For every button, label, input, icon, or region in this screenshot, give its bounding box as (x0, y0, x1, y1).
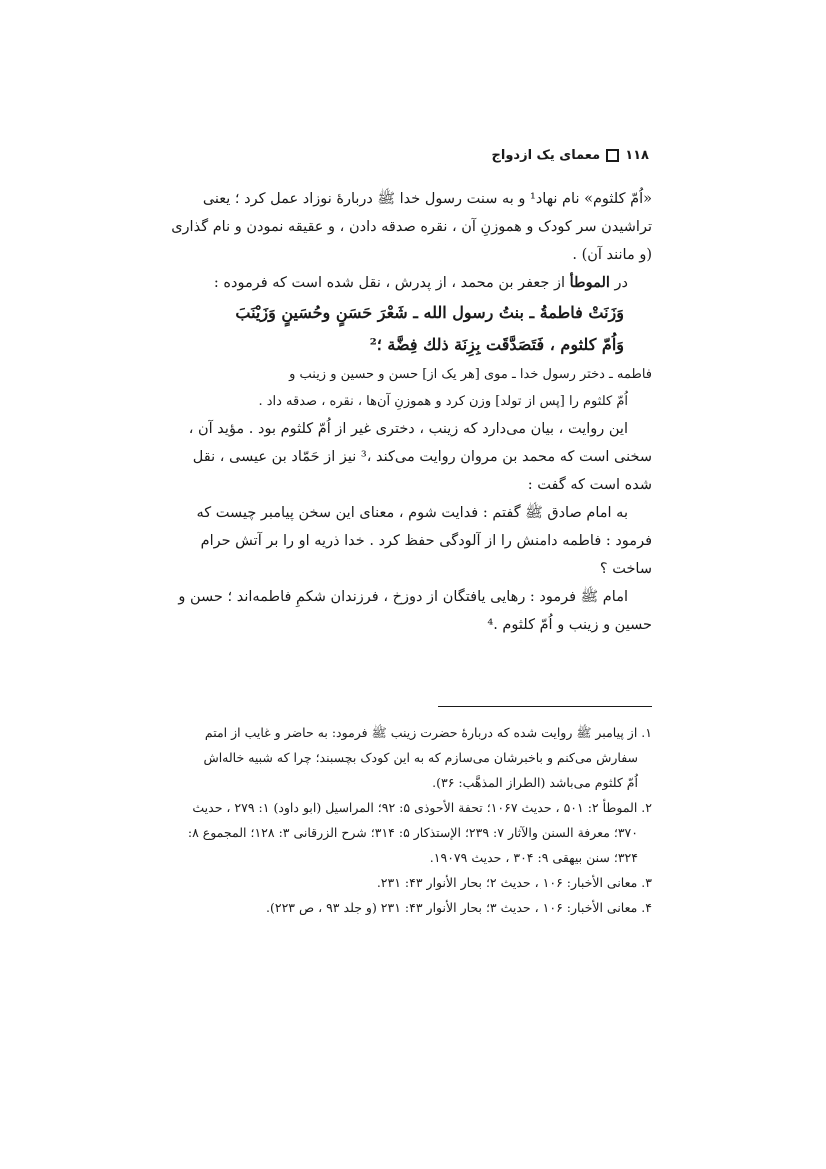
text-line: حسین و زینب و اُمّ کلثوم .⁴ (487, 617, 652, 633)
arabic-hadith (158, 297, 652, 361)
footnote-4: ۴. معانی الأخبار: ۱۰۶ ، حدیث ۳؛ بحار الأنوار ۴۳: ۲۳۱ (و جلد ۹۳ ، ص ۲۲۳). (266, 900, 652, 915)
footnote-2 (158, 795, 652, 870)
text-line: امام ﷺ فرمود : رهایی یافتگان از دوزخ ، فرزندان شکمِ فاطمه‌اند ؛ حسن و (178, 589, 628, 605)
square-ornament-icon (606, 149, 619, 162)
paragraph-4 (158, 499, 652, 583)
running-header (492, 148, 649, 163)
text-line: شده است که گفت : (527, 477, 652, 493)
footnote-line: اُمّ کلثوم می‌باشد (الطراز المذهَّب: ۳۶). (432, 775, 638, 790)
footnote-line: سفارش می‌کنم و باخبرشان می‌سازم که به این کودک بچسبند؛ چرا که شبیه خاله‌اش (203, 750, 638, 765)
footnote-line: ۲. الموطأ ۲: ۵۰۱ ، حدیث ۱۰۶۷؛ تحفة الأحوذی ۵: ۹۲؛ المراسیل (ابو داود) ۱: ۲۷۹ ، حدیث (192, 800, 652, 815)
footnote-line: ۱. از پیامبر ﷺ روایت شده که دربارهٔ حضرت زینب ﷺ فرمود: به حاضر و غایب از امتم (204, 725, 652, 740)
source-title: الموطأ (569, 274, 610, 291)
footnote-1 (158, 720, 652, 795)
footnote-line: ۳۷۰؛ معرفة السنن والآثار ۷: ۲۳۹؛ الإستذکار ۵: ۳۱۴؛ شرح الزرقانی ۳: ۱۲۸؛ المجموع ۸: (187, 825, 638, 840)
paragraph-2 (158, 269, 652, 297)
text-line: به امام صادق ﷺ گفتم : فدایت شوم ، معنای این سخن پیامبر چیست که (196, 505, 628, 521)
chapter-title: معمای یک ازدواج (491, 148, 601, 163)
text-line: تراشیدن سر کودک و هموزنِ آن ، نقره صدقه دادن ، و عقیقه نمودن و نام گذاری (171, 219, 652, 235)
text-line: «اُمّ کلثوم» نام نهاد¹ و به سنت رسول خدا ﷺ دربارهٔ نوزاد عمل کرد ؛ یعنی (202, 191, 652, 207)
text-line: فاطمه ـ دختر رسول خدا ـ موی [هر یک از] حسن و حسین و زینب و (289, 367, 652, 382)
text-line: (و مانند آن) . (572, 247, 652, 263)
translation (158, 361, 652, 415)
text-line: این روایت ، بیان می‌دارد که زینب ، دختری غیر از اُمّ کلثوم بود . مؤید آن ، (188, 421, 628, 437)
footnote-divider (438, 706, 652, 707)
text-fragment: در (614, 275, 628, 291)
footnote-line: ۳۲۴؛ سنن بیهقی ۹: ۳۰۴ ، حدیث ۱۹۰۷۹. (429, 850, 638, 865)
text-fragment: از جعفر بن محمد ، از پدرش ، نقل شده است که فرموده : (213, 275, 566, 291)
footnote-3: ۳. معانی الأخبار: ۱۰۶ ، حدیث ۲؛ بحار الأنوار ۴۳: ۲۳۱. (376, 875, 652, 890)
page-number: ۱۱۸ (625, 148, 649, 163)
paragraph-1 (158, 185, 652, 269)
paragraph-3 (158, 415, 652, 499)
paragraph-5 (158, 583, 652, 639)
arabic-line: وَاُمّ كلثوم ، فَتَصَدَّقَت بِزِنَة ذلك فِضَّة ؛² (369, 335, 624, 354)
text-line: ساخت ؟ (599, 561, 652, 577)
text-line: فرمود : فاطمه دامنش را از آلودگی حفظ کرد . خدا ذریه او را بر آتش حرام (200, 533, 652, 549)
text-line: سخنی است که محمد بن مروان روایت می‌کند ،³ نیز از حَمّاد بن عیسی ، نقل (192, 449, 652, 465)
footnotes (158, 720, 652, 920)
arabic-line: وَزَنَتْ فاطمةُ ـ بنتُ رسول الله ـ شَعْرَ حَسَنٍ وحُسَينٍ وَزَيْنَبَ (235, 303, 624, 322)
main-text (158, 185, 652, 639)
text-line: اُمّ کلثوم را [پس از تولد] وزن کرد و هموزنِ آن‌ها ، نقره ، صدقه داد . (258, 394, 628, 409)
